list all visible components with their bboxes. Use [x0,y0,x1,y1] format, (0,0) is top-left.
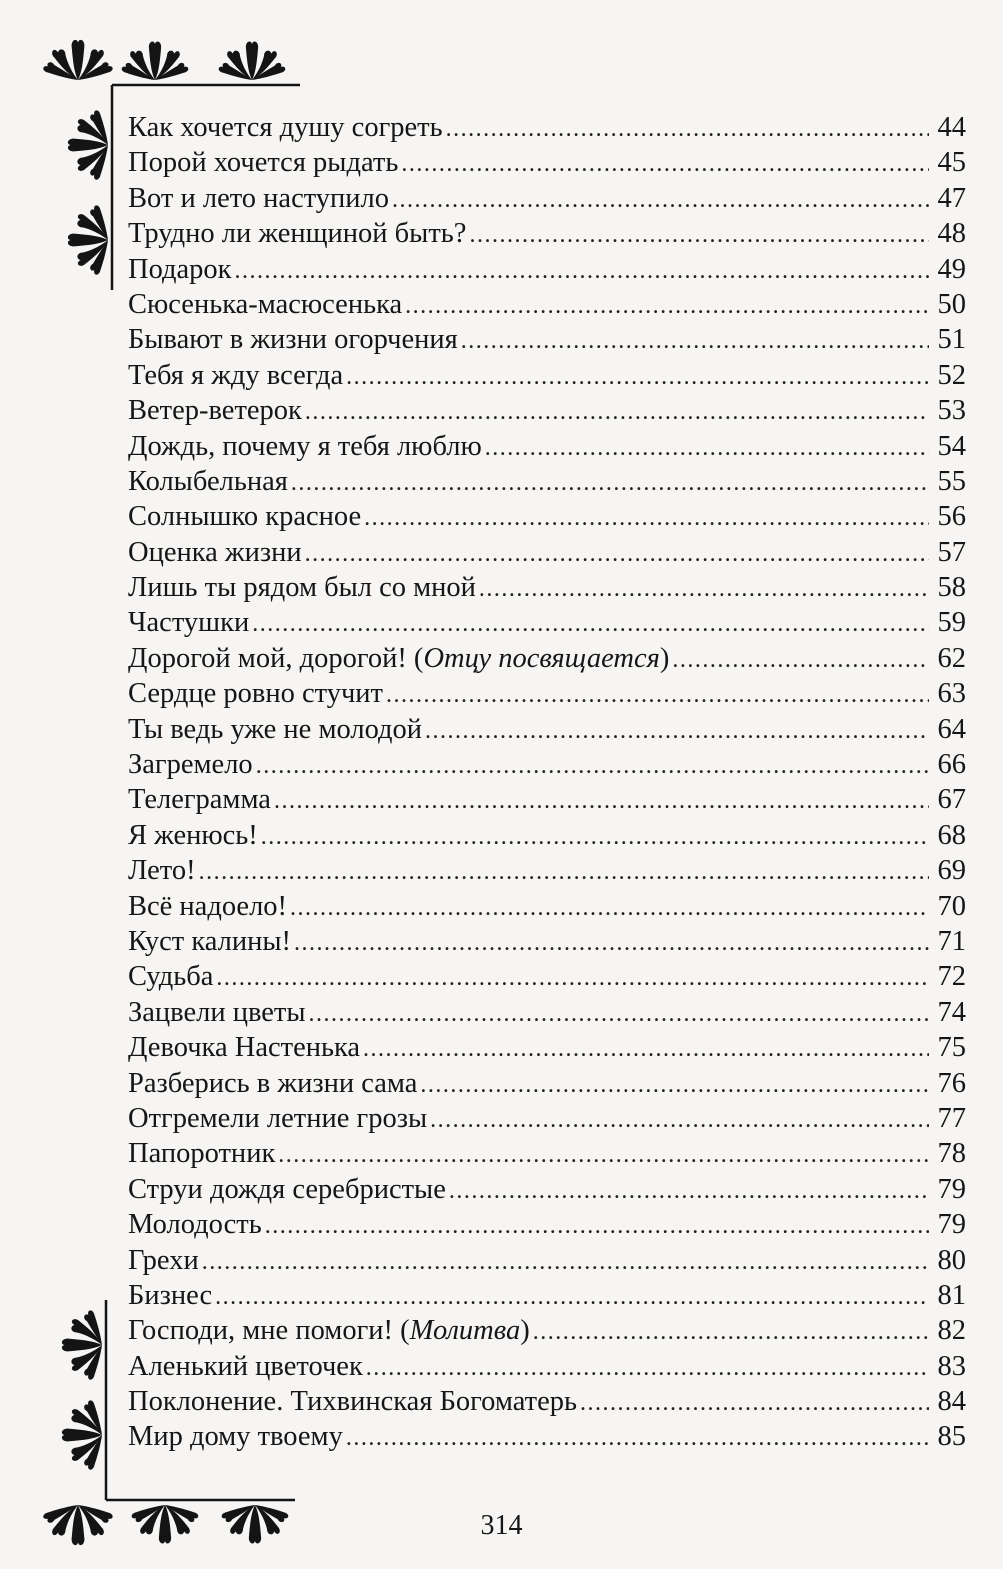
toc-entry [128,995,966,1030]
toc-entry-page: 74 [937,996,966,1028]
toc-entry-page: 56 [937,501,966,533]
toc-entry [128,676,966,711]
dot-leader [469,218,929,253]
toc-entry [128,570,966,605]
toc-entry-title [128,1136,275,1171]
page-number: 314 [480,1510,523,1541]
toc-entry-title [128,605,249,640]
toc-entry-page: 47 [937,182,966,214]
toc-entry-page: 57 [937,536,966,568]
toc-entry [128,1207,966,1242]
toc-entry-title [128,676,383,711]
dot-leader [363,1032,929,1067]
toc-entry-note-close: ) [520,1315,530,1347]
toc-entry [128,1172,966,1207]
toc-entry-page: 52 [937,359,966,391]
toc-entry-title-text: Поклонение. Тихвинская Богоматерь [128,1386,577,1418]
toc-entry-title [128,145,398,180]
toc-entry [128,216,966,251]
toc-entry-title [128,1278,212,1313]
toc-entry-title-text: Зацвели цветы [128,996,306,1028]
toc-entry-page: 83 [937,1350,966,1382]
toc-entry-note-close: ) [659,642,670,674]
toc-entry-title-text: Солнышко красное [128,501,362,533]
toc-entry-note: Молитва [409,1315,521,1347]
toc-entry-page: 81 [937,1279,966,1311]
dot-leader [485,431,929,466]
toc-entry-title [128,1349,363,1384]
toc-entry-title-text: Сердце ровно стучит [128,678,384,710]
dot-leader [580,1386,929,1421]
dot-leader [256,749,929,784]
toc-entry [128,322,966,357]
toc-entry-page: 85 [937,1421,966,1453]
toc-entry-title [128,1419,343,1454]
toc-entry-title [128,216,466,251]
toc-entry-title-text: Отгремели летние грозы [128,1102,428,1134]
toc-entry [128,252,966,287]
dot-leader [215,1280,929,1315]
toc-entry-page: 64 [937,713,966,745]
dot-leader [261,820,929,855]
dot-leader [533,1315,929,1350]
toc-entry-title-text: Ветер-ветерок [128,395,302,427]
dot-leader [346,360,929,395]
toc-entry [128,924,966,959]
toc-entry-title-text: Лишь ты рядом был со мной [128,572,476,604]
toc-entry-title [128,818,258,853]
dot-leader [430,1103,929,1138]
dot-leader [216,961,929,996]
toc-entry [128,1349,966,1384]
toc-entry-title [128,995,306,1030]
toc-entry [128,1030,966,1065]
toc-entry-title [128,1030,360,1065]
toc-entry-title-text: Вот и лето наступило [128,182,390,214]
toc-entry-title [128,1066,417,1101]
toc-entry-page: 49 [937,253,966,285]
toc-entry-page: 55 [937,465,966,497]
toc-entry-title-text: Всё надоело! [128,890,288,922]
dot-leader [461,324,929,359]
dot-leader [449,1174,929,1209]
toc-entry-page: 67 [937,784,966,816]
toc-entry-title [128,1384,577,1419]
toc-entry-title-text: Колыбельная [128,465,288,497]
toc-entry [128,1101,966,1136]
toc-entry-title-text: Молодость [128,1209,262,1241]
toc-entry-title-text: Оценка жизни [128,536,302,568]
toc-entry-title [128,322,458,357]
dot-leader [291,466,929,501]
toc-entry-title [128,853,196,888]
toc-entry [128,605,966,640]
toc-entry-title-text: Мир дому твоему [128,1421,343,1453]
toc-entry-page: 51 [937,324,966,356]
toc-entry-page: 53 [937,395,966,427]
toc-entry-title [128,358,343,393]
dot-leader [278,1138,929,1173]
toc-entry-title-text: Судьба [128,961,214,993]
toc-entry [128,1313,966,1348]
toc-entry-page: 48 [937,218,966,250]
toc-entry-title-text: Куст калины! [128,925,292,957]
toc-entry-page: 62 [937,642,966,674]
toc-entry [128,712,966,747]
toc-entry-page: 68 [937,819,966,851]
table-of-contents [128,110,966,1455]
toc-entry-title [128,110,443,145]
toc-entry [128,1243,966,1278]
dot-leader [235,254,929,289]
dot-leader [392,183,929,218]
toc-entry-page: 58 [937,572,966,604]
toc-entry-page: 66 [937,749,966,781]
dot-leader [386,678,929,713]
toc-entry-title-text: Господи, мне помоги! ( [128,1315,410,1347]
toc-entry [128,429,966,464]
toc-entry-title [128,181,389,216]
toc-entry-title [128,747,253,782]
dot-leader [366,1351,929,1386]
dot-leader [446,112,929,147]
toc-entry-page: 70 [937,890,966,922]
toc-entry-title [128,641,669,676]
toc-entry-page: 80 [937,1244,966,1276]
toc-entry-page: 45 [937,147,966,179]
toc-entry-title [128,1172,446,1207]
toc-entry-note: Отцу посвящается [423,642,660,674]
toc-entry-page: 77 [937,1102,966,1134]
toc-entry [128,782,966,817]
toc-entry [128,110,966,145]
toc-entry [128,535,966,570]
toc-entry-title-text: Девочка Настенька [128,1032,361,1064]
toc-entry-title [128,924,291,959]
toc-entry-title-text: Частушки [128,607,250,639]
dot-leader [672,643,929,678]
toc-entry-title [128,429,482,464]
toc-entry-title [128,1101,427,1136]
dot-leader [265,1209,929,1244]
toc-entry-title [128,1243,199,1278]
toc-entry-title [128,959,213,994]
toc-entry-title-text: Тебя я жду всегда [128,359,344,391]
toc-entry-page: 71 [937,925,966,957]
toc-entry-title-text: Папоротник [128,1138,276,1170]
toc-entry [128,1066,966,1101]
dot-leader [420,1068,929,1103]
toc-entry-title [128,570,476,605]
dot-leader [479,572,929,607]
dot-leader [252,607,929,642]
toc-entry-title-text: Лето! [128,855,196,887]
toc-entry [128,181,966,216]
toc-entry [128,959,966,994]
toc-entry [128,145,966,180]
toc-entry [128,641,966,676]
toc-entry [128,287,966,322]
toc-entry [128,358,966,393]
toc-entry [128,853,966,888]
dot-leader [290,891,929,926]
toc-entry-page: 78 [937,1138,966,1170]
toc-entry [128,393,966,428]
toc-entry-title-text: Струи дождя серебристые [128,1173,446,1205]
toc-entry [128,1136,966,1171]
toc-entry [128,818,966,853]
dot-leader [401,147,929,182]
toc-entry-title [128,464,288,499]
toc-entry [128,464,966,499]
toc-entry-page: 76 [937,1067,966,1099]
toc-entry-title-text: Сюсенька-масюсенька [128,288,403,320]
toc-entry-title-text: Разберись в жизни сама [128,1067,418,1099]
toc-entry [128,1278,966,1313]
toc-entry-title-text: Дорогой мой, дорогой! ( [128,642,424,674]
toc-entry [128,747,966,782]
toc-entry [128,889,966,924]
toc-entry-page: 72 [937,961,966,993]
dot-leader [346,1421,929,1456]
toc-entry-page: 79 [937,1173,966,1205]
toc-entry-title-text: Я женюсь! [128,819,258,851]
toc-entry-title [128,1313,530,1348]
dot-leader [305,395,929,430]
toc-entry-title-text: Бизнес [128,1279,213,1311]
dot-leader [405,289,929,324]
toc-entry-title [128,782,271,817]
toc-entry-page: 79 [937,1209,966,1241]
toc-entry [128,1384,966,1419]
dot-leader [425,714,929,749]
toc-entry-title-text: Трудно ли женщиной быть? [128,218,467,250]
toc-entry-page: 54 [937,430,966,462]
toc-entry-title-text: Подарок [128,253,232,285]
toc-entry-title-text: Грехи [128,1244,199,1276]
toc-entry [128,1419,966,1454]
dot-leader [202,1245,929,1280]
dot-leader [364,501,929,536]
toc-entry-title-text: Как хочется душу согреть [128,112,443,143]
dot-leader [309,997,929,1032]
toc-entry-title-text: Аленький цветочек [128,1350,363,1382]
toc-entry-title [128,1207,262,1242]
toc-entry-title [128,712,422,747]
dot-leader [199,855,929,890]
toc-entry-page: 50 [937,288,966,320]
toc-entry-title [128,252,232,287]
toc-entry-title-text: Ты ведь уже не молодой [128,713,423,745]
toc-entry-title [128,889,287,924]
toc-entry-page: 75 [937,1032,966,1064]
toc-entry-title-text: Загремело [128,749,253,781]
toc-entry-title [128,499,361,534]
toc-entry-page: 69 [937,855,966,887]
toc-entry-title [128,287,402,322]
toc-entry-title-text: Дождь, почему я тебя люблю [128,430,482,462]
toc-entry-title-text: Бывают в жизни огорчения [128,324,458,356]
toc-entry-title-text: Порой хочется рыдать [128,147,399,179]
toc-entry-page: 59 [937,607,966,639]
dot-leader [274,784,929,819]
toc-entry-page: 63 [937,678,966,710]
toc-entry [128,499,966,534]
toc-entry-title [128,535,302,570]
toc-entry-page: 84 [937,1386,966,1418]
dot-leader [305,537,929,572]
toc-entry-title [128,393,302,428]
dot-leader [294,926,929,961]
toc-entry-page: 44 [937,112,966,143]
toc-entry-page: 82 [937,1315,966,1347]
toc-entry-title-text: Телеграмма [128,784,271,816]
